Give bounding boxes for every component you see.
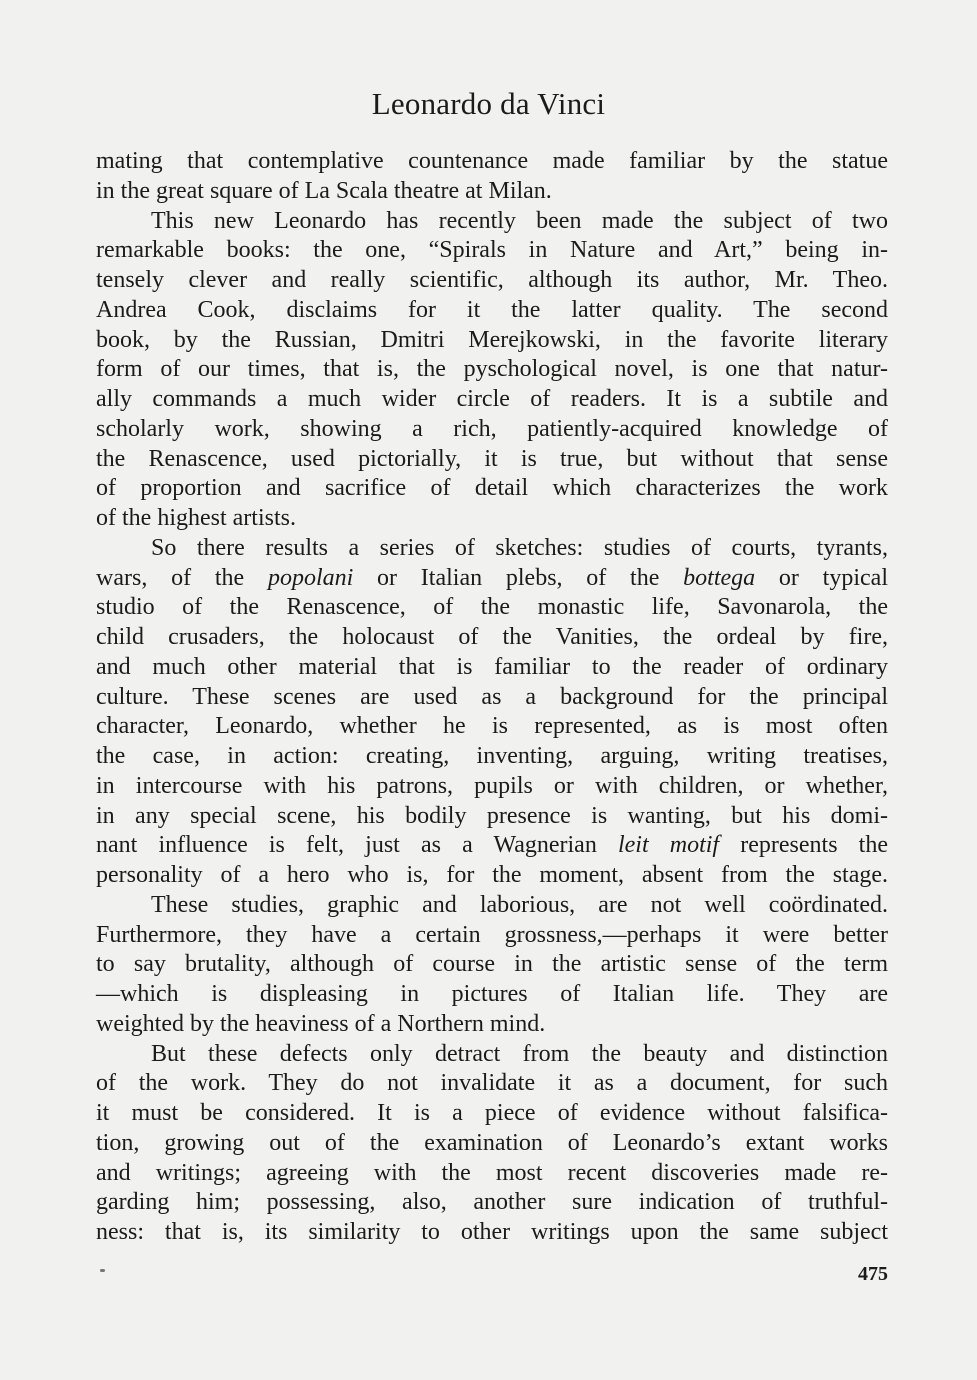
- text-run: or typical: [755, 564, 888, 591]
- text-run: nant influence is felt, just as a Wagnerian: [96, 832, 618, 859]
- text-run: Andrea Cook, disclaims for it the latter quality. The second: [96, 296, 888, 323]
- text-line: [96, 623, 888, 653]
- text-run: and writings; agreeing with the most recent discoveries made re-: [96, 1159, 888, 1186]
- text-run: of the highest artists.: [96, 505, 296, 531]
- text-run: the Renascence, used pictorially, it is true, but without that sense: [96, 445, 888, 472]
- page-number: 475: [858, 1263, 888, 1285]
- body-text: [96, 147, 888, 1248]
- text-line: [96, 921, 888, 951]
- text-line: [96, 1069, 888, 1099]
- text-line: [96, 1099, 888, 1129]
- text-run: Furthermore, they have a certain grossness,—perhaps it were better: [96, 921, 888, 948]
- text-run: garding him; possessing, also, another sure indication of truthful-: [96, 1189, 888, 1216]
- running-head: Leonardo da Vinci: [371, 86, 606, 121]
- text-line: [96, 385, 888, 415]
- text-line: [96, 593, 888, 623]
- text-run: child crusaders, the holocaust of the Vanities, the ordeal by fire,: [96, 624, 888, 650]
- text-line: [96, 326, 888, 356]
- text-run: of the work. They do not invalidate it as a document, for such: [96, 1070, 888, 1097]
- text-run: scholarly work, showing a rich, patiently-acquired knowledge of: [96, 415, 888, 442]
- text-run: and much other material that is familiar to the reader of ordinary: [96, 653, 888, 680]
- text-run: —which is displeasing in pictures of Italian life. They are: [96, 981, 888, 1007]
- text-line: [96, 742, 888, 772]
- text-run: mating that contemplative countenance made familiar by the statue: [96, 148, 888, 174]
- text-run: personality of a hero who is, for the moment, absent from the stage.: [96, 862, 888, 888]
- text-run: represents the: [719, 832, 889, 859]
- italic-term: leit motif: [617, 832, 720, 859]
- text-run: or Italian plebs, of the: [353, 564, 684, 591]
- text-run: character, Leonardo, whether he is represented, as is most often: [96, 713, 888, 740]
- text-line: [96, 266, 888, 296]
- text-run: studio of the Renascence, of the monastic life, Savonarola, the: [96, 594, 888, 621]
- text-run: in any special scene, his bodily presence is wanting, but his domi-: [96, 802, 888, 829]
- text-run: of proportion and sacrifice of detail which characterizes the work: [96, 475, 888, 502]
- ink-speck: [100, 1269, 105, 1272]
- text-line: [96, 831, 888, 861]
- text-line: [96, 683, 888, 713]
- text-line: [96, 534, 888, 564]
- text-line: [96, 504, 888, 534]
- text-line: [96, 772, 888, 802]
- text-run: weighted by the heaviness of a Northern mind.: [96, 1010, 546, 1037]
- text-run: in the great square of La Scala theatre at Milan.: [96, 177, 552, 204]
- text-line: [96, 1129, 888, 1159]
- text-run: in intercourse with his patrons, pupils or with children, or whether,: [96, 772, 888, 799]
- text-line: [96, 445, 888, 475]
- italic-term: bottega: [683, 564, 756, 591]
- text-line: [96, 712, 888, 742]
- text-run: to say brutality, although of course in the artistic sense of the term: [96, 951, 888, 978]
- text-line: [96, 891, 888, 921]
- text-run: the case, in action: creating, inventing, arguing, writing treatises,: [96, 743, 888, 769]
- text-run: This new Leonardo has recently been made the subject of two: [151, 207, 888, 234]
- text-line: [96, 980, 888, 1010]
- text-run: culture. These scenes are used as a background for the principal: [96, 683, 888, 710]
- text-line: [96, 564, 888, 594]
- text-line: [96, 802, 888, 832]
- text-line: [96, 207, 888, 237]
- text-line: [96, 236, 888, 266]
- text-run: tensely clever and really scientific, although its author, Mr. Theo.: [96, 267, 888, 293]
- text-line: [96, 1218, 888, 1248]
- text-line: [96, 415, 888, 445]
- italic-term: popolani: [267, 564, 354, 591]
- text-line: [96, 1159, 888, 1189]
- text-line: [96, 1188, 888, 1218]
- text-run: book, by the Russian, Dmitri Merejkowski, in the favorite literary: [96, 326, 888, 353]
- text-run: wars, of the: [96, 564, 268, 591]
- text-run: it must be considered. It is a piece of evidence without falsifica-: [96, 1100, 888, 1126]
- text-line: [96, 861, 888, 891]
- text-line: [96, 1010, 888, 1040]
- text-line: [96, 177, 888, 207]
- text-run: tion, growing out of the examination of Leonardo’s extant works: [96, 1129, 888, 1156]
- text-line: [96, 474, 888, 504]
- text-line: [96, 653, 888, 683]
- text-run: remarkable books: the one, “Spirals in Nature and Art,” being in-: [96, 237, 888, 264]
- text-line: [96, 147, 888, 177]
- text-line: [96, 355, 888, 385]
- text-run: But these defects only detract from the beauty and distinction: [151, 1040, 888, 1067]
- text-run: So there results a series of sketches: studies of courts, tyrants,: [151, 534, 888, 561]
- text-line: [96, 296, 888, 326]
- text-run: These studies, graphic and laborious, are not well coördinated.: [151, 891, 888, 918]
- text-run: form of our times, that is, the pyschological novel, is one that natur-: [96, 356, 888, 383]
- text-run: ally commands a much wider circle of readers. It is a subtile and: [96, 386, 888, 412]
- text-run: ness: that is, its similarity to other writings upon the same subject: [96, 1219, 888, 1245]
- text-line: [96, 1040, 888, 1070]
- text-line: [96, 950, 888, 980]
